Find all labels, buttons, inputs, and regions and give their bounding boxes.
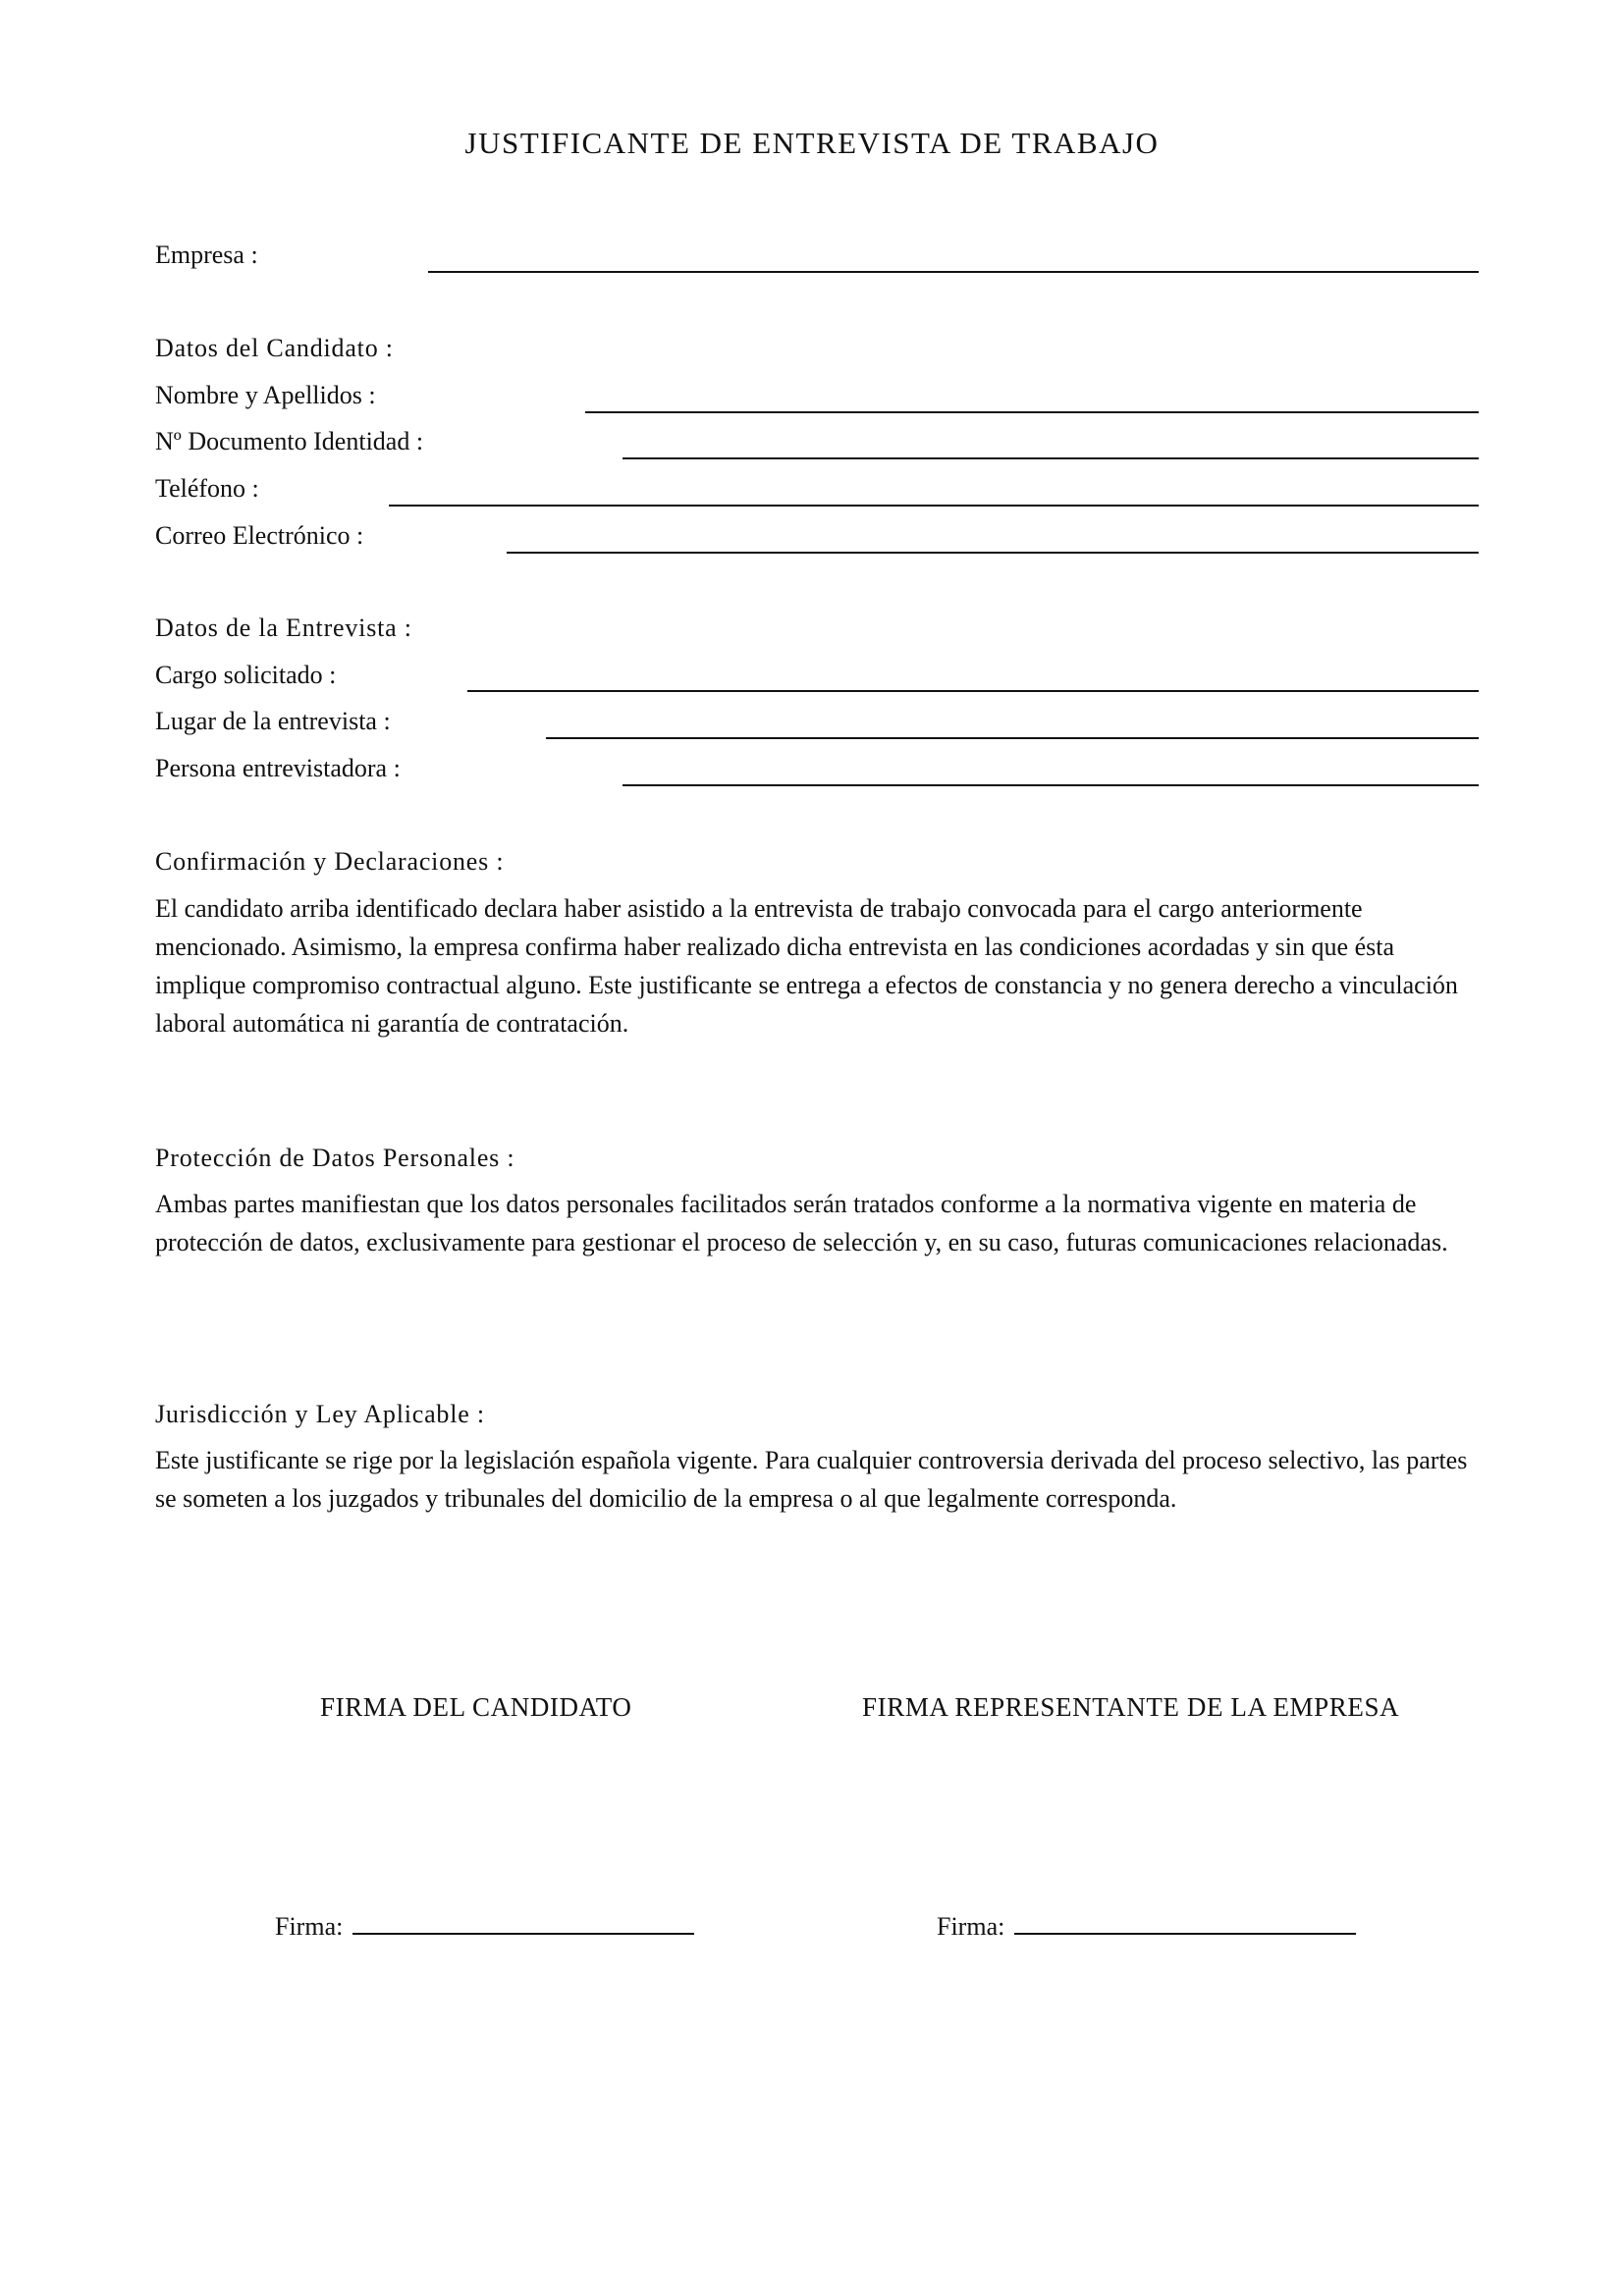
candidate-id-field[interactable]: [623, 457, 1479, 459]
candidate-phone-label: Teléfono :: [155, 474, 259, 503]
candidate-signature-field[interactable]: [352, 1911, 694, 1935]
candidate-id-label: Nº Documento Identidad :: [155, 427, 424, 455]
candidate-section-heading: Datos del Candidato :: [155, 334, 394, 362]
interview-position-field[interactable]: [467, 690, 1479, 692]
candidate-email-label: Correo Electrónico :: [155, 521, 364, 550]
company-signature-block: [937, 1911, 1356, 1942]
interview-section-heading: Datos de la Entrevista :: [155, 614, 412, 642]
candidate-name-label: Nombre y Apellidos :: [155, 381, 376, 409]
company-field[interactable]: [428, 271, 1479, 273]
company-signature-field[interactable]: [1014, 1911, 1356, 1935]
data-protection-heading: Protección de Datos Personales :: [155, 1144, 515, 1172]
candidate-signature-title: FIRMA DEL CANDIDATO: [320, 1692, 632, 1722]
confirmation-text: El candidato arriba identificado declara haber asistido a la entrevista de trabajo convocada para el cargo anteriormente mencionado. Asimismo, la empresa confirma haber realizado dicha entrevista en las condiciones acordadas y sin que ésta implique compromiso contractual alguno. Este justificante se entrega a efectos de constancia y no genera derecho a vinculación laboral automática ni garantía de contratación.: [155, 894, 1458, 1038]
confirmation-heading: Confirmación y Declaraciones :: [155, 847, 505, 876]
candidate-name-field[interactable]: [585, 411, 1479, 413]
interview-place-field[interactable]: [546, 737, 1479, 739]
jurisdiction-heading: Jurisdicción y Ley Aplicable :: [155, 1400, 485, 1428]
company-signature-label: Firma:: [937, 1912, 1005, 1941]
jurisdiction-text: Este justificante se rige por la legislación española vigente. Para cualquier controversia derivada del proceso selectivo, las partes se someten a los juzgados y tribunales del domicilio de la empresa o al que legalmente corresponda.: [155, 1446, 1468, 1513]
interview-place-label: Lugar de la entrevista :: [155, 707, 391, 735]
data-protection-text: Ambas partes manifiestan que los datos personales facilitados serán tratados conforme a la normativa vigente en materia de protección de datos, exclusivamente para gestionar el proceso de selección y, en su caso, futuras comunicaciones relacionadas.: [155, 1190, 1448, 1256]
candidate-signature-label: Firma:: [275, 1912, 344, 1941]
company-label: Empresa :: [155, 240, 258, 269]
interview-position-label: Cargo solicitado :: [155, 661, 337, 689]
candidate-signature-block: [275, 1911, 694, 1942]
interviewer-label: Persona entrevistadora :: [155, 754, 401, 782]
candidate-email-field[interactable]: [507, 552, 1479, 554]
candidate-phone-field[interactable]: [389, 505, 1479, 507]
document-title: JUSTIFICANTE DE ENTREVISTA DE TRABAJO: [464, 126, 1160, 160]
interviewer-field[interactable]: [623, 784, 1479, 786]
company-signature-title: FIRMA REPRESENTANTE DE LA EMPRESA: [862, 1692, 1400, 1722]
